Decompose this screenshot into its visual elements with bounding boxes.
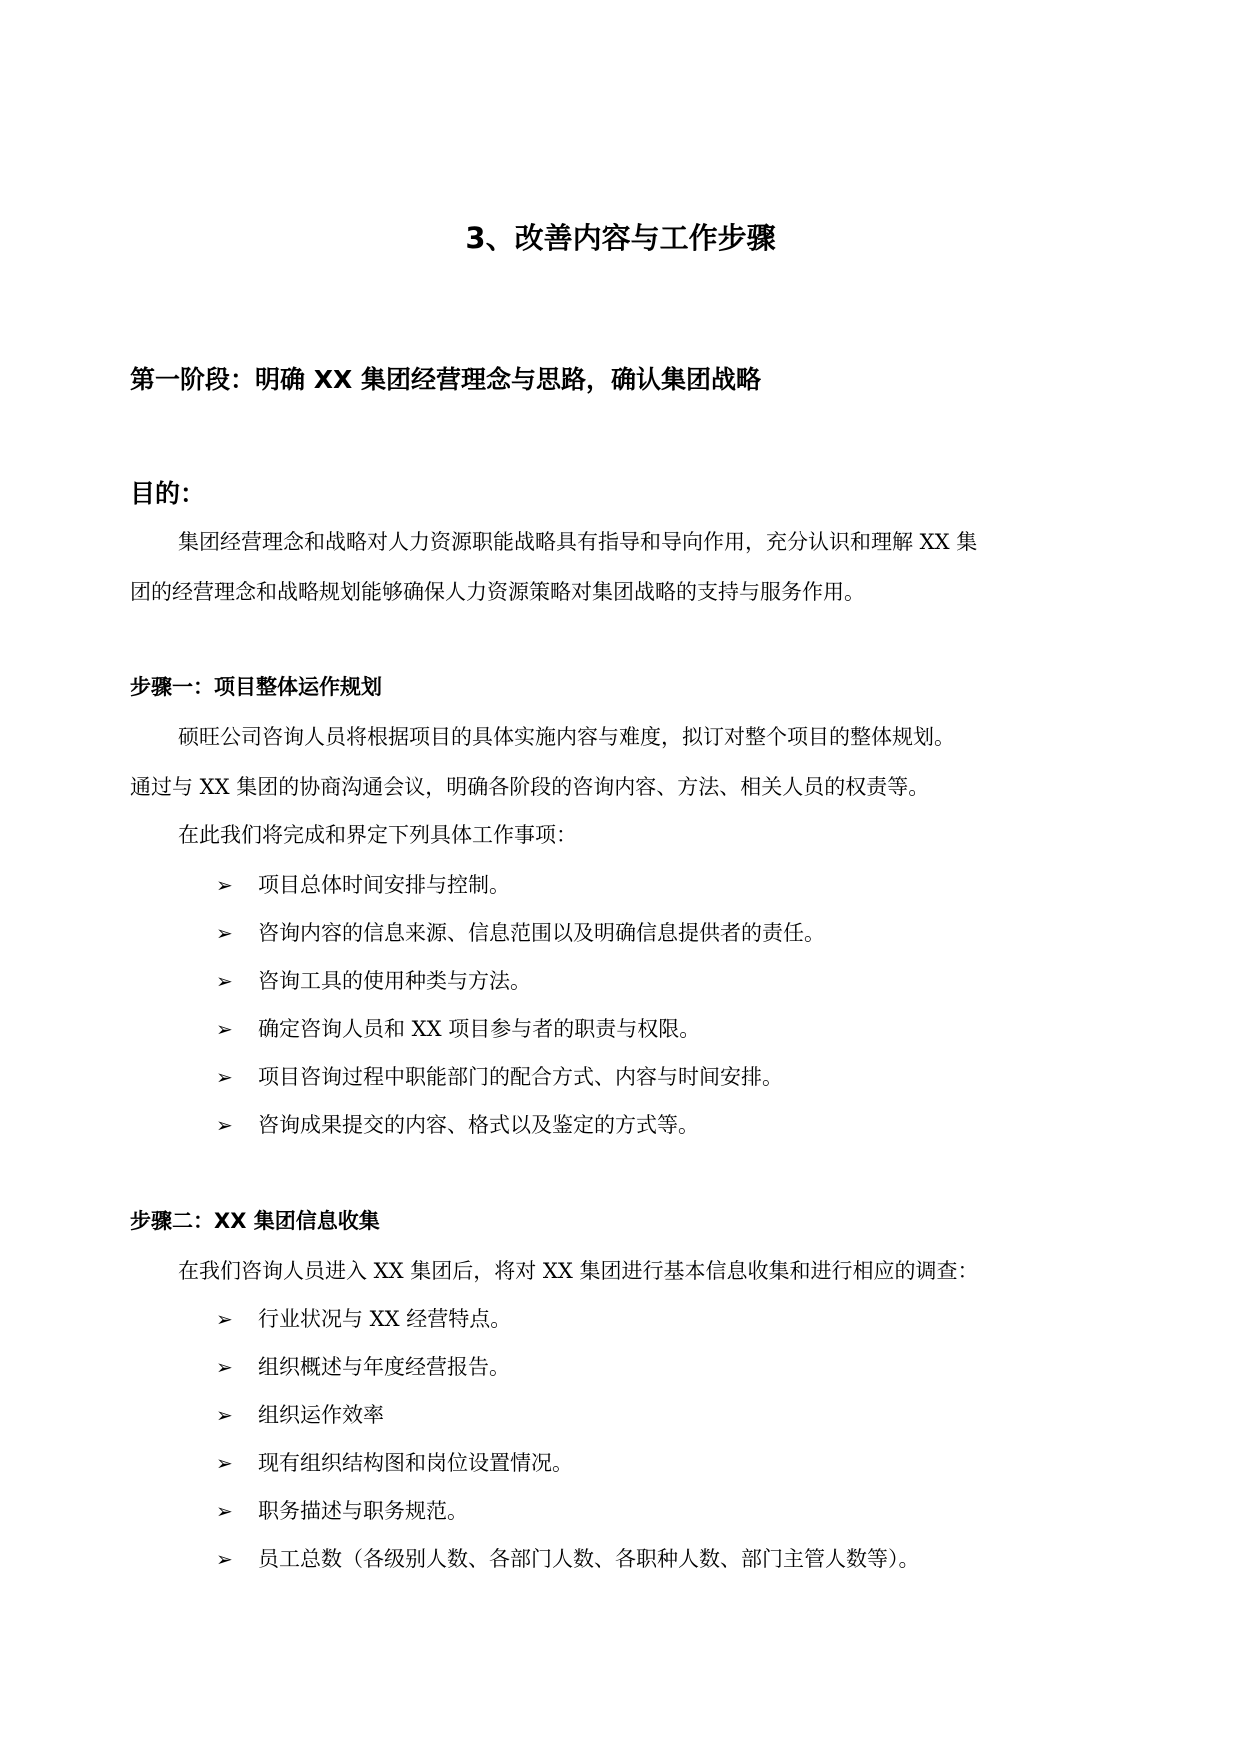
arrow-bullet-icon: ➢ [216, 1403, 233, 1427]
list-item-text: 组织概述与年度经营报告。 [258, 1355, 510, 1379]
list-item-text: 项目咨询过程中职能部门的配合方式、内容与时间安排。 [258, 1065, 783, 1089]
step1-paragraph-line-1: 硕旺公司咨询人员将根据项目的具体实施内容与难度，拟订对整个项目的整体规划。 [178, 725, 955, 749]
list-item-text: 职务描述与职务规范。 [258, 1499, 468, 1523]
list-item [216, 870, 510, 900]
arrow-bullet-icon: ➢ [216, 1451, 233, 1475]
arrow-bullet-icon: ➢ [216, 1547, 233, 1571]
list-item-text: 确定咨询人员和 XX 项目参与者的职责与权限。 [258, 1017, 701, 1041]
list-item [216, 1352, 510, 1382]
list-item [216, 1062, 783, 1092]
list-item-text: 咨询工具的使用种类与方法。 [258, 969, 531, 993]
step2-heading: 步骤二：XX 集团信息收集 [130, 1209, 380, 1233]
list-item [216, 1448, 573, 1478]
phase1-heading: 第一阶段：明确 XX 集团经营理念与思路，确认集团战略 [130, 365, 761, 394]
arrow-bullet-icon: ➢ [216, 1113, 233, 1137]
arrow-bullet-icon: ➢ [216, 1499, 233, 1523]
arrow-bullet-icon: ➢ [216, 921, 233, 945]
arrow-bullet-icon: ➢ [216, 873, 233, 897]
list-item-text: 员工总数（各级别人数、各部门人数、各职种人数、部门主管人数等）。 [258, 1547, 920, 1571]
list-item [216, 1014, 700, 1044]
purpose-paragraph-line-1: 集团经营理念和战略对人力资源职能战略具有指导和导向作用，充分认识和理解 XX 集 [178, 530, 978, 554]
step1-paragraph-line-2: 通过与 XX 集团的协商沟通会议，明确各阶段的咨询内容、方法、相关人员的权责等。 [130, 775, 930, 799]
step1-heading: 步骤一：项目整体运作规划 [130, 675, 382, 699]
list-item [216, 1400, 384, 1430]
page-title: 3、改善内容与工作步骤 [465, 221, 776, 255]
list-item [216, 966, 531, 996]
list-item-text: 组织运作效率 [258, 1403, 384, 1427]
purpose-paragraph-line-2: 团的经营理念和战略规划能够确保人力资源策略对集团战略的支持与服务作用。 [130, 580, 865, 604]
list-item-text: 咨询成果提交的内容、格式以及鉴定的方式等。 [258, 1113, 699, 1137]
arrow-bullet-icon: ➢ [216, 969, 233, 993]
list-item [216, 918, 825, 948]
list-item [216, 1544, 920, 1574]
arrow-bullet-icon: ➢ [216, 1307, 233, 1331]
purpose-heading: 目的： [130, 479, 206, 508]
arrow-bullet-icon: ➢ [216, 1355, 233, 1379]
list-item-text: 行业状况与 XX 经营特点。 [258, 1307, 512, 1331]
list-item [216, 1304, 511, 1334]
list-item-text: 现有组织结构图和岗位设置情况。 [258, 1451, 573, 1475]
arrow-bullet-icon: ➢ [216, 1017, 233, 1041]
list-item-text: 咨询内容的信息来源、信息范围以及明确信息提供者的责任。 [258, 921, 825, 945]
list-item [216, 1496, 468, 1526]
step2-paragraph-line-1: 在我们咨询人员进入 XX 集团后，将对 XX 集团进行基本信息收集和进行相应的调查： [178, 1259, 979, 1283]
list-item [216, 1110, 699, 1140]
list-item-text: 项目总体时间安排与控制。 [258, 873, 510, 897]
arrow-bullet-icon: ➢ [216, 1065, 233, 1089]
step1-paragraph-line-3: 在此我们将完成和界定下列具体工作事项： [178, 823, 577, 847]
